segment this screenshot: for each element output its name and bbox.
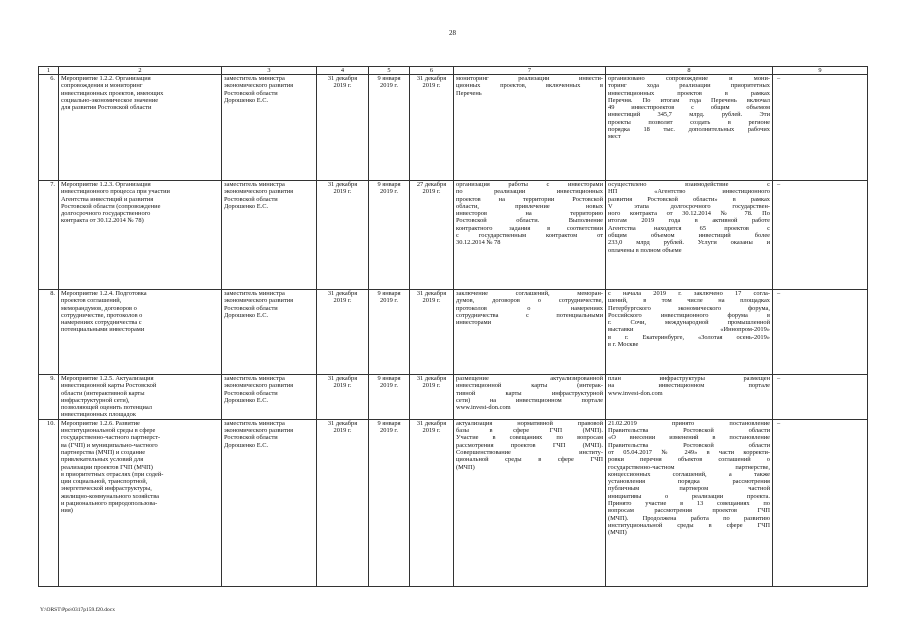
text-line: инвестиционных проектов в рамках [608,89,770,97]
text-line: оплачены в полном объеме [608,246,682,254]
text-line: (МЧП) [456,463,475,471]
text-line: мест [608,133,621,141]
text-line: 2019 г. [422,82,441,90]
text-line: сотрудничества с потенциальными [456,311,603,319]
text-line: Мероприятие 1.2.4. Подготовка [61,290,147,297]
text-line: 2019 г. [422,382,441,390]
text-line: заключение соглашений, мемoран- [456,290,603,297]
note-cell: – [773,375,868,420]
text-line: 2019 г. [333,297,352,305]
text-line: Ростовской области [224,389,278,397]
text-line: контракта от 30.12.2014 № 78) [61,217,144,225]
text-line: Дорошенко Е.С. [224,202,269,210]
text-line: общим объемом инвестиций более [608,232,770,240]
text-line: актуализация нормативной правовой [456,419,603,427]
text-line: экономического развития [224,297,294,305]
text-line: 49 инвестпроектов с общим объемом [608,104,770,112]
expected-result-cell [454,419,606,586]
text-line: Принято участие в 13 совещаниях по [608,500,770,508]
text-line: государственно-частного партнерст- [61,434,161,442]
expected-result-cell [454,75,606,181]
col-header-1: 1 [39,67,59,75]
text-line: г. Сочи, международной промышленной [608,319,770,327]
text-line: заместитель министра [224,290,285,297]
text-line: рассмотрения проектов ГЧП (МЧП). [456,441,603,449]
end-date-cell [410,181,454,290]
text-line: 31 декабря [416,75,447,82]
text-line: 2019 г. [422,297,441,305]
text-line: долгосрочного государственного [61,210,151,218]
text-line: Мероприятие 1.2.3. Организация [61,181,151,188]
text-line: в г. Екатеринбурге, «Золотая осень-2019» [608,333,770,341]
text-line: 21.02.2019 принято постановление [608,419,770,427]
text-line: экономического развития [224,382,294,390]
text-line: проекты позволят создать в регионе [608,118,770,126]
text-line: 233,0 млрд рублей. Услуги оказаны и [608,239,770,247]
expected-result-cell [454,181,606,290]
text-line: V этапа долгосрочного государствен- [608,202,770,210]
text-line: заместитель министра [224,181,285,188]
text-line: для развития Ростовской области [61,104,152,112]
text-line: 2019 г. [333,188,352,196]
text-line: Мероприятие 1.2.5. Актуализация [61,375,154,382]
text-line: публичным партнером частной [608,485,770,493]
text-line: ции социальной, транспортной, [61,478,148,486]
achieved-result-cell [606,375,773,420]
text-line: думов, договоров о сотрудничестве, [456,297,603,305]
end-date-cell [410,290,454,375]
text-line: социально-экономическое значение [61,96,159,104]
text-line: концессионных соглашений, а также [608,470,770,478]
text-line: Правительства Ростовской области [608,441,770,449]
text-line: выставки «Иннопром-2019» [608,326,770,334]
text-line: на инвестиционном портале [608,382,770,390]
row-number: 10. [39,419,59,586]
table-row [39,419,868,586]
note-cell: – [773,75,868,181]
text-line: протоколов о намерениях [456,304,603,312]
text-line: организация работы с инвесторами [456,181,603,188]
text-line: Ростовской области [224,89,278,97]
text-line: инвестиций 345,7 млрд. рублей. Эти [608,111,770,119]
report-table [38,66,868,587]
col-header-9: 9 [773,67,868,75]
page-number: 28 [449,29,456,37]
text-line: по реализации инвестиционных [456,188,603,196]
text-line: государственно-частном партнерстве, [608,463,770,471]
text-line: потенциальными инвесторами [61,326,145,334]
text-line: области (интерактивной карты [61,389,145,397]
col-header-2: 2 [59,67,222,75]
start-date-cell [369,290,410,375]
text-line: 9 января [377,375,401,382]
expected-result-cell [454,375,606,420]
text-line: привлекательных условий для [61,456,144,464]
text-line: 31 декабря [416,290,447,297]
col-header-3: 3 [222,67,317,75]
text-line: ва (ГЧП) и муниципально-частного [61,441,158,449]
text-line: 2019 г. [333,427,352,435]
executor-cell [222,290,317,375]
text-line: Участие в совещаниях по вопросам [456,434,603,442]
achieved-result-cell [606,290,773,375]
note-cell: – [773,290,868,375]
text-line: размещение актуализированной [456,375,603,382]
plan-date-cell [317,181,369,290]
text-line: Дорошенко Е.С. [224,96,269,104]
text-line: Ростовской области (сопровождение [61,202,161,210]
text-line: экономического развития [224,188,294,196]
col-header-6: 6 [410,67,454,75]
text-line: в г. Москве [608,341,639,349]
text-line: 31 декабря [327,375,358,382]
text-line: www.invest-don.com [608,389,663,397]
achieved-result-cell [606,181,773,290]
text-line: позволяющей оценить потенциал [61,404,153,412]
text-line: «О внесении изменений в постановление [608,434,770,442]
text-line: инвестиционной карты (интерак- [456,382,603,390]
text-line: итогам 2019 года в активной работе [608,217,770,225]
text-line: экономического развития [224,427,294,435]
text-line: 2019 г. [380,82,398,90]
achieved-result-cell [606,75,773,181]
text-line: проектов на территории Ростовской [456,195,603,203]
text-line: организовано сопровождение и мони- [608,75,770,82]
text-line: энергетической инфраструктуры, [61,485,152,493]
col-header-8: 8 [606,67,773,75]
text-line: и рационального природопользова- [61,500,158,508]
text-line: Агентства находится 65 проектов с [608,224,770,232]
text-line: 9 января [377,290,401,297]
text-line: инвестиционного процесса при участии [61,188,170,196]
note-cell: – [773,181,868,290]
col-header-5: 5 [369,67,410,75]
header-row [39,67,868,75]
text-line: сети) на инвестиционном портале [456,396,603,404]
text-line: торинг хода реализации приоритетных [608,82,770,90]
table-row [39,375,868,420]
text-line: (МЧП). Продолжена работа по развитию [608,514,770,522]
start-date-cell [369,419,410,586]
text-line: ного контракта от 30.12.2014 № 78. По [608,210,770,218]
col-header-7: 7 [454,67,606,75]
text-line: институциональной среды в сфере [61,427,156,435]
row-number: 6. [39,75,59,181]
executor-cell [222,75,317,181]
text-line: области, привлечение новых [456,202,603,210]
text-line: 31 декабря [327,419,358,427]
event-cell [59,290,222,375]
text-line: ровки перечня объектов соглашений о [608,456,770,464]
text-line: 2019 г. [333,82,352,90]
text-line: Дорошенко Е.С. [224,441,269,449]
text-line: от 05.04.2017 № 249» в части корректи- [608,448,770,456]
text-line: инвесторами [456,319,492,327]
text-line: НП «Агентство инвестиционного [608,188,770,196]
text-line: 2019 г. [380,427,398,435]
text-line: 31 декабря [327,290,358,297]
text-line: сотрудничестве, протоколов о [61,311,143,319]
text-line: заместитель министра [224,419,285,427]
text-line: меморандумов, договоров о [61,304,137,312]
text-line: 2019 г. [380,188,398,196]
text-line: 27 декабря [416,181,447,188]
table-row [39,290,868,375]
text-line: развития Ростовской области» в рамках [608,195,770,203]
text-line: 2019 г. [422,188,441,196]
text-line: мониторинг реализации инвести- [456,75,603,82]
text-line: 31 декабря [416,375,447,382]
text-line: ционных проектов, включенных в [456,82,603,90]
text-line: план инфраструктуры размещен [608,375,770,382]
text-line: порядка 18 тыс. дополнительных рабочих [608,126,770,134]
text-line: Мероприятие 1.2.2. Организация [61,75,151,82]
text-line: реализации проектов ГЧП (МЧП) [61,463,153,471]
text-line: установления порядка рассмотрения [608,478,770,486]
text-line: инвестиционной карты Ростовской [61,382,157,390]
text-line: с государственным контрактом от [456,232,603,240]
start-date-cell [369,75,410,181]
plan-date-cell [317,75,369,181]
text-line: 31 декабря [327,75,358,82]
text-line: Агентства инвестиций и развития [61,195,154,203]
text-line: тивной карты инфраструктурной [456,389,603,397]
text-line: партнерства (МЧП) и создание [61,448,146,456]
end-date-cell [410,419,454,586]
text-line: 9 января [377,75,401,82]
event-cell [59,75,222,181]
text-line: ния) [61,507,73,515]
text-line: заместитель министра [224,375,285,382]
file-path-footer: Y:\ORST\Ppo\0317p159.f20.docx [40,607,115,613]
text-line: 2019 г. [422,427,441,435]
text-line: Перечень [456,89,482,97]
text-line: циональной среды в сфере ГЧП [456,456,603,464]
text-line: сопровождения и мониторинг [61,82,143,90]
text-line: заместитель министра [224,75,285,82]
text-line: Мероприятие 1.2.6. Развитие [61,419,140,427]
executor-cell [222,181,317,290]
text-line: инициативы о реализации проекта. [608,492,770,500]
table-row [39,181,868,290]
text-line: 30.12.2014 № 78 [456,239,501,247]
text-line: базы в сфере ГЧП (МЧП). [456,427,603,435]
end-date-cell [410,75,454,181]
text-line: в приоритетных отраслях (при содей- [61,470,164,478]
text-line: Правительства Ростовской области [608,427,770,435]
event-cell [59,419,222,586]
plan-date-cell [317,290,369,375]
expected-result-cell [454,290,606,375]
text-line: намерениях сотрудничества с [61,319,142,327]
col-header-4: 4 [317,67,369,75]
plan-date-cell [317,419,369,586]
text-line: Ростовской области [224,304,278,312]
text-line: 2019 г. [380,382,398,390]
executor-cell [222,375,317,420]
row-number: 7. [39,181,59,290]
end-date-cell [410,375,454,420]
text-line: (МЧП) [608,529,627,537]
text-line: Перечня. По итогам года Перечень включал [608,96,770,104]
text-line: Петербургского экономического форума, [608,304,770,312]
note-cell: – [773,419,868,586]
achieved-result-cell [606,419,773,586]
plan-date-cell [317,375,369,420]
start-date-cell [369,181,410,290]
table-row [39,75,868,181]
event-cell [59,375,222,420]
text-line: инфраструктурной сети), [61,396,130,404]
text-line: 31 декабря [327,181,358,188]
event-cell [59,181,222,290]
text-line: 2019 г. [333,382,352,390]
text-line: проектов соглашений, [61,297,122,305]
text-line: экономического развития [224,82,294,90]
text-line: 9 января [377,181,401,188]
text-line: осуществлено взаимодействие с [608,181,770,188]
text-line: шений, в том числе на площадках [608,297,770,305]
text-line: вопросам рассмотрения проектов ГЧП [608,507,770,515]
text-line: институциональной среды в сфере ГЧП [608,521,770,529]
text-line: Ростовской области [224,195,278,203]
text-line: жилищно-коммунального хозяйства [61,492,159,500]
text-line: www.invest-don.com [456,404,511,412]
start-date-cell [369,375,410,420]
text-line: Дорошенко Е.С. [224,396,269,404]
text-line: с начала 2019 г. заключено 17 согла- [608,290,770,297]
executor-cell [222,419,317,586]
text-line: Ростовской области [224,434,278,442]
text-line: контрактного задания в соответствии [456,224,603,232]
text-line: 9 января [377,419,401,427]
text-line: Совершенствование институ- [456,448,603,456]
text-line: Дорошенко Е.С. [224,311,269,319]
text-line: 31 декабря [416,419,447,427]
text-line: инвестиционных площадок [61,411,136,419]
text-line: инвесторов на территорию [456,210,603,218]
text-line: Российского инвестиционного форума в [608,311,770,319]
row-number: 9. [39,375,59,420]
text-line: инвестиционных проектов, имеющих [61,89,164,97]
text-line: 2019 г. [380,297,398,305]
row-number: 8. [39,290,59,375]
text-line: Ростовской области. Выполнение [456,217,603,225]
